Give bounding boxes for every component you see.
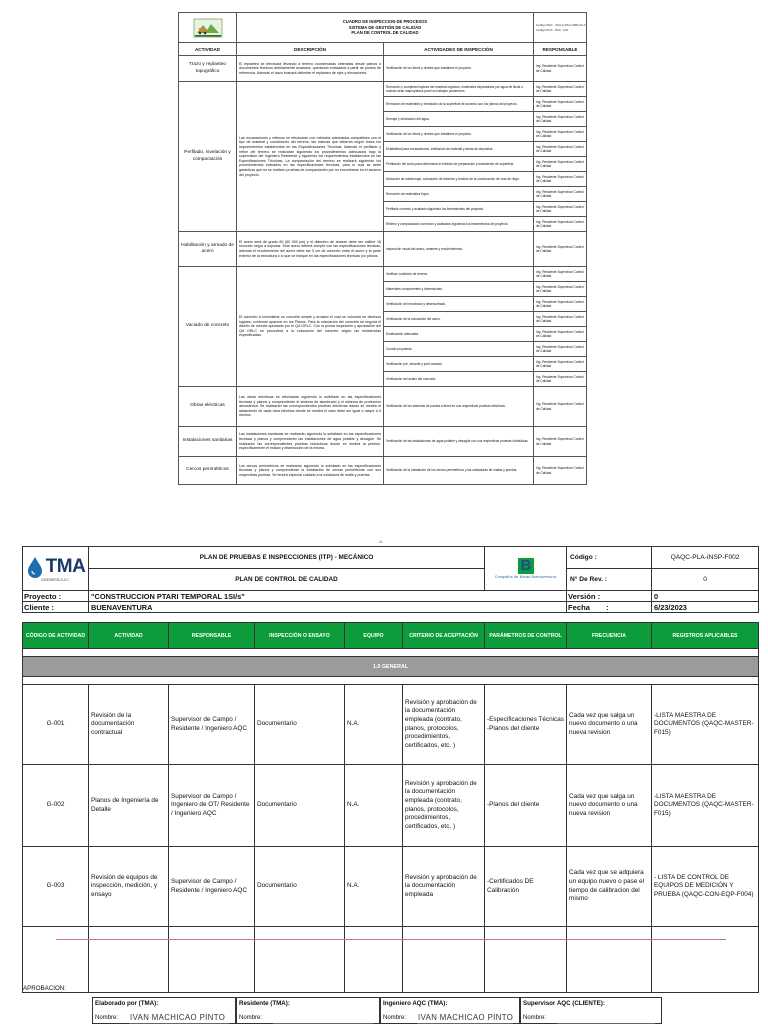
doc1-logo-cell — [179, 13, 237, 43]
doc1-title — [237, 13, 534, 43]
version-value: 0 — [652, 591, 759, 602]
doc1-title-line-2: SISTEMA DE GESTIÓN DE CALIDAD — [348, 24, 422, 30]
col-frequency: FRECUENCIA — [567, 623, 652, 649]
itp-cell-inspection: Documentario — [255, 685, 345, 765]
itp-cell-criteria: Revisión y aprobación de la documentación empleada (contrato, planos, protocolos, procedimientos, certificados, etc. ) — [403, 685, 485, 765]
signature-box — [380, 997, 520, 1024]
doc1-responsible: Ing. Residente Supervisor Control de Calidad — [534, 372, 587, 387]
doc1-inspection-item: Curado propuesto. — [384, 342, 534, 357]
doc1-inspection-item: Verificación de la colocación del acero. — [384, 312, 534, 327]
doc1-codes — [534, 13, 587, 43]
doc1-title-line-3: PLAN DE CONTROL DE CALIDAD — [351, 30, 419, 36]
spacer-cell-3 — [23, 677, 759, 685]
codigo-value: QAQC-PLA-INSP-F002 — [652, 547, 759, 569]
itp-cell-records: -LISTA MAESTRA DE DOCUMENTOS (QAQC-MASTER-F015) — [652, 765, 759, 847]
inspection-table-page — [178, 12, 586, 544]
process-inspection-table — [178, 12, 587, 485]
doc1-inspection-item: Verificación de los ítems y niveles que establece el proyecto. — [384, 56, 534, 82]
fecha-label-cell — [567, 602, 652, 613]
doc1-inspection-item: Verificación del encofrado y desencofrado. — [384, 297, 534, 312]
col-criteria: CRITERIO DE ACEPTACIÓN — [403, 623, 485, 649]
doc1-inspection-item: Perfilado correcto y acabado siguiendo los lineamientos del proyecto. — [384, 202, 534, 217]
doc1-description: Las instalaciones sanitarias se realizarán siguiendo lo solicitado en las especificaciones técnicas y planos y comprenderán las instalaciones de agua potable y desagüe. Se realizarán las correspondientes pruebas hidráulicas donde se medirá la presión, específicamente el estado y disminución de la misma. — [237, 427, 384, 457]
doc1-activity: Perfilado, nivelación y compactación — [179, 82, 237, 232]
doc1-activity: Instalaciones sanitarias — [179, 427, 237, 457]
itp-cell-activity: Planos de Ingeniería de Detalle — [89, 765, 169, 847]
doc1-inspection-item: Verificación pre, durante y post vaciado. — [384, 357, 534, 372]
doc1-inspection-item: Materiales componentes y dimensiones. — [384, 282, 534, 297]
doc1-row — [179, 387, 587, 427]
buenaventura-logo-letter: B — [520, 557, 532, 574]
project-row — [23, 591, 759, 602]
doc1-description: El concreto a suministrar es concreto simple y armado el cual se colocará en diversos lugares, conforme aparece en los Planos. Para la colocación del concreto se seguirá el diseño de mezcla aprobado por el QA GRLC. Con la previa inspección y aprobación del QA GRLC se procederá a la colocación del concreto según las resistencias especificadas. — [237, 267, 384, 387]
project-label: Proyecto : — [23, 591, 89, 602]
tma-logo-text: TMA — [45, 555, 86, 577]
fecha-label: Fecha — [568, 602, 590, 612]
signature-box — [92, 997, 236, 1024]
version-label: Versión : — [567, 591, 652, 602]
itp-title-row-2 — [23, 569, 759, 591]
signature-role-label: Ingeniero AQC (TMA): — [383, 1000, 448, 1007]
itp-cell-parameters: -Especificaciones Técnicas -Planos del cliente — [485, 685, 567, 765]
doc1-row — [179, 457, 587, 485]
doc1-description: Las excavaciones y rellenos se efectuarán con métodos adecuados compatibles con el tipo de material y condiciones del terreno, las mismas que deberán seguir todos los requerimientos establecidos en las Especificaciones Técnicas. Además el perfilado y refine del terreno se realizarán siguiendo los procedimientos adecuados bajo la supervisión del Ingeniero Residente y siguiendo los requerimientos establecidos en las Especificaciones Técnicas. La compactación del terreno se realizará siguiendo los procedimientos indicados en las especificaciones técnicas, para lo cual se debe garantizar que no se realicen pruebas de compactación por no encontrarse en el alcance del proyecto. — [237, 82, 384, 232]
doc1-inspection-item: Verificación de la instalación de los cercos perimétricos y las soldaduras de mallas y puertas. — [384, 457, 534, 485]
doc1-responsible: Ing. Residente Supervisor Control de Calidad — [534, 82, 587, 97]
spacer-row-2 — [23, 649, 759, 657]
doc1-title-line-1: CUADRO DE INSPECCION DE PROCESOS — [342, 19, 428, 25]
itp-title: PLAN DE PRUEBAS E INSPECCIONES (ITP) - MECÁNICO — [89, 547, 485, 569]
itp-cell-activity-code: G-001 — [23, 685, 89, 765]
doc1-responsible: Ing. Residente Supervisor Control de Calidad — [534, 157, 587, 172]
doc1-activity: Trazo y replanteo topográfico — [179, 56, 237, 82]
doc1-activity: Cercos perimétricos — [179, 457, 237, 485]
itp-cell-responsible: Supervisor de Campo / Residente / Ingeniero AQC — [169, 685, 255, 765]
doc1-activity: Habilitación y armado de acero — [179, 232, 237, 267]
doc1-inspection-item: Ubicación de subdrenaje, colocación de tuberías y tendido de la construcción de vías de riego. — [384, 172, 534, 187]
doc1-responsible: Ing. Residente Supervisor Control de Calidad — [534, 297, 587, 312]
doc1-activity: Obras eléctricas — [179, 387, 237, 427]
signature-name-label: Nombre: — [383, 1015, 407, 1021]
itp-cell-parameters: -Planos del cliente — [485, 765, 567, 847]
doc1-responsible: Ing. Residente Supervisor Control de Calidad — [534, 142, 587, 157]
itp-cell-equipment: N.A. — [345, 847, 403, 927]
itp-cell-frequency: Cada vez que salga un nuevo documento o una nueva revision — [567, 765, 652, 847]
doc1-header-row — [179, 13, 587, 43]
doc1-description: Las obras eléctricas se efectuarán siguiendo lo solicitado en las especificaciones técnicas y planos y comprenderán el sistema de alumbrado y el sistema de protección atmosférica. Se realizarán las correspondientes pruebas eléctricas dando se medirá el aislamiento de cada obra eléctrica donde se medirá el valor debe ser igual o mayor a 5 ohmios. — [237, 387, 384, 427]
itp-cell-criteria: Revisión y aprobación de la documentación empleada — [403, 847, 485, 927]
doc1-responsible: Ing. Residente Supervisor Control de Calidad — [534, 457, 587, 485]
client-label: Cliente : — [23, 602, 89, 613]
itp-table-row — [23, 685, 759, 765]
itp-table-row — [23, 765, 759, 847]
doc1-responsible: Ing. Residente Supervisor Control de Calidad — [534, 97, 587, 112]
itp-cell-activity-code: G-002 — [23, 765, 89, 847]
doc1-row — [179, 82, 587, 97]
signature-name-label: Nombre: — [239, 1015, 263, 1021]
itp-subtitle: PLAN DE CONTROL DE CALIDAD — [89, 569, 485, 591]
buenaventura-logo-text: Compañía de Minas Buenaventura — [494, 575, 557, 579]
doc1-row — [179, 232, 587, 267]
revision-value: 0 — [652, 569, 759, 591]
revision-label: N° De Rev. : — [567, 569, 652, 591]
doc1-responsible: Ing. Residente Supervisor Control de Calidad — [534, 217, 587, 232]
doc1-description: El replanteo se efectuará llevando a terreno coordenadas obtenidas desde planos o documentos técnicos debidamente avalados, quedando enlazados a partir de puntos de referencia. Además el trazo buscará delimitar el replanteo de ejes y elevaciones. — [237, 56, 384, 82]
itp-cell-frequency: Cada vez que se adquiera un equipo nuevo o pase el tiempo de calibracion del mismo — [567, 847, 652, 927]
doc1-description: El acero será de grado 60 (60 000 psi) y el diámetro de amarre debe ser calibre 16 recocido negro a soportar. Este acero deberá cumplir con las especificaciones técnicas, además el recubrimiento del acero debe ser 5 cm de concreto entre el acero y la parte exterior de la estructura o lo que se indique en las especificaciones técnicas y/o planos. — [237, 232, 384, 267]
itp-cell-records: -LISTA MAESTRA DE DOCUMENTOS (QAQC-MASTER-F015) — [652, 685, 759, 765]
doc1-row — [179, 427, 587, 457]
col-equipment: EQUIPO — [345, 623, 403, 649]
itp-column-header-row — [23, 623, 759, 649]
doc1-col-activity: ACTIVIDAD — [179, 43, 237, 56]
col-records: REGISTROS APLICABLES — [652, 623, 759, 649]
doc1-responsible: Ing. Residente Supervisor Control de Calidad — [534, 327, 587, 342]
itp-form — [22, 546, 758, 1024]
doc1-description: Los cercos perimétricos se realizarán siguiendo lo solicitado en las especificaciones técnicas y planos y comprenderán la instalación de cercas perimétricas con sus respectivas puertas. Se tendrá especial cuidado a la soldadura de malla y puertas. — [237, 457, 384, 485]
itp-title-row-1 — [23, 547, 759, 569]
tma-drop-icon — [26, 556, 44, 578]
fecha-colon: : — [606, 602, 609, 612]
doc1-col-inspections: ACTIVIDADES DE INSPECCIÓN — [384, 43, 534, 56]
doc1-inspection-item: Relleno y compactación correctos y acabados siguiendo los lineamientos del proyecto. — [384, 217, 534, 232]
spacer-row-3 — [23, 677, 759, 685]
spacer-row — [23, 613, 759, 623]
signature-name-label: Nombre: — [95, 1015, 119, 1021]
signature-role-label: Supervisor AQC (CLIENTE): — [523, 1000, 605, 1007]
itp-cell-activity: Revisión de la documentación contractual — [89, 685, 169, 765]
client-logo-cell — [485, 547, 567, 591]
doc1-inspection-item: Remoción de materiales y nivelación de la superficie de acuerdo con los planos del proyecto. — [384, 97, 534, 112]
doc1-responsible: Ing. Residente Supervisor Control de Calidad — [534, 187, 587, 202]
client-row — [23, 602, 759, 613]
doc1-code-2: Código PCA - PAA - 001 — [536, 27, 569, 32]
doc1-responsible: Ing. Residente Supervisor Control de Calidad — [534, 112, 587, 127]
doc1-inspection-item: Verificación del acabo del concreto. — [384, 372, 534, 387]
doc1-responsible: Ing. Residente Supervisor Control de Calidad — [534, 312, 587, 327]
itp-cell-responsible: Supervisor de Campo / Ingeniero de OT/ Residente / Ingeniero AQC — [169, 765, 255, 847]
doc1-inspection-item: Perfilación del suelo para determinar el método de preparación y tratamiento de superficie. — [384, 157, 534, 172]
approval-section — [22, 983, 758, 1024]
signature-name-label: Nombre: — [523, 1015, 547, 1021]
itp-header-table — [22, 546, 759, 993]
itp-cell-parameters: -Certificados DE Calibración — [485, 847, 567, 927]
buenaventura-logo-icon — [518, 558, 534, 574]
doc1-inspection-item: Inspección visual del acero, amarres y recubrimientos. — [384, 232, 534, 267]
doc1-page-number: -3- — [378, 539, 383, 544]
doc1-inspection-item: Verificación de los sistemas de puesta a tierra en sus respectivas pruebas eléctricas. — [384, 387, 534, 427]
strike-line — [56, 939, 726, 940]
itp-cell-inspection: Documentario — [255, 847, 345, 927]
project-value: "CONSTRUCCION PTARI TEMPORAL 1SI/s" — [89, 591, 567, 602]
col-inspection: INSPECCIÓN O ENSAYO — [255, 623, 345, 649]
itp-cell-responsible: Supervisor de Campo / Residente / Ingeniero AQC — [169, 847, 255, 927]
itp-cell-activity: Revisión de equipos de inspección, medición, y ensayo — [89, 847, 169, 927]
doc1-responsible: Ing. Residente Supervisor Control de Calidad — [534, 202, 587, 217]
doc1-row — [179, 56, 587, 82]
tma-logo — [23, 556, 88, 582]
itp-cell-equipment: N.A. — [345, 685, 403, 765]
doc1-row — [179, 267, 587, 282]
signature-role-label: Residente (TMA): — [239, 1000, 290, 1007]
doc1-responsible: Ing. Residente Supervisor Control de Calidad — [534, 232, 587, 267]
codigo-label: Código : — [567, 547, 652, 569]
approval-label: APROBACION: — [23, 985, 66, 992]
itp-cell-activity-code: G-003 — [23, 847, 89, 927]
doc1-responsible: Ing. Residente Supervisor Control de Calidad — [534, 127, 587, 142]
fecha-value: 6/23/2023 — [652, 602, 759, 613]
doc1-column-header-row — [179, 43, 587, 56]
spacer-cell-2 — [23, 649, 759, 657]
doc1-inspection-item: Verificar condición de terreno. — [384, 267, 534, 282]
col-parameters: PARÁMETROS DE CONTROL — [485, 623, 567, 649]
col-responsible: RESPONSABLE — [169, 623, 255, 649]
signature-box — [520, 997, 662, 1024]
doc1-responsible: Ing. Residente Supervisor Control de Calidad — [534, 427, 587, 457]
doc1-code-1: Código PDC - SIVLA-PAA-OBR-00-A — [536, 22, 586, 27]
col-activity: ACTIVIDAD — [89, 623, 169, 649]
doc1-inspection-item: Dosificación adecuada. — [384, 327, 534, 342]
itp-cell-inspection: Documentario — [255, 765, 345, 847]
itp-table-row — [23, 847, 759, 927]
doc1-responsible: Ing. Residente Supervisor Control de Calidad — [534, 342, 587, 357]
section-row — [23, 657, 759, 677]
doc1-col-description: DESCRIPCIÓN — [237, 43, 384, 56]
doc1-inspection-item: Verificación de los ítems y niveles que establece el proyecto. — [384, 127, 534, 142]
tma-logo-subtitle: INGENIERÍA S.A.C. — [41, 577, 70, 582]
signature-name-field[interactable]: IVAN MACHICAO PINTO — [130, 1013, 226, 1022]
col-activity-code: CÓDIGO DE ACTIVIDAD — [23, 623, 89, 649]
itp-cell-frequency: Cada vez que salga un nuevo documento o una nueva revision — [567, 685, 652, 765]
section-title: 1.0 GENERAL — [23, 657, 759, 677]
spacer-cell — [23, 613, 759, 623]
doc1-inspection-item: Estabilidad para excavaciones, entibación de material y áreas de depósitos. — [384, 142, 534, 157]
doc1-responsible: Ing. Residente Supervisor Control de Calidad — [534, 56, 587, 82]
doc1-activity: Vaciado de concreto — [179, 267, 237, 387]
itp-cell-records: - LISTA DE CONTROL DE EQUIPOS DE MEDICIÓN Y PRUEBA (QAQC-CON-EQP-F004) — [652, 847, 759, 927]
signature-role-label: Elaborado por (TMA): — [95, 1000, 159, 1007]
tma-logo-cell — [23, 547, 89, 591]
doc1-responsible: Ing. Residente Supervisor Control de Calidad — [534, 357, 587, 372]
doc1-responsible: Ing. Residente Supervisor Control de Calidad — [534, 172, 587, 187]
itp-cell-criteria: Revisión y aprobación de la documentación empleada (contrato, planos, protocolos, procedimientos, certificados, etc. ) — [403, 765, 485, 847]
doc1-responsible: Ing. Residente Supervisor Control de Calidad — [534, 387, 587, 427]
signature-name-field[interactable]: IVAN MACHICAO PINTO — [418, 1013, 514, 1022]
itp-cell-equipment: N.A. — [345, 765, 403, 847]
doc1-col-responsible: RESPONSABLE — [534, 43, 587, 56]
doc1-responsible: Ing. Residente Supervisor Control de Calidad — [534, 267, 587, 282]
doc1-inspection-item: Remoción de materiales flojos. — [384, 187, 534, 202]
client-value: BUENAVENTURA — [89, 602, 567, 613]
doc1-responsible: Ing. Residente Supervisor Control de Calidad — [534, 282, 587, 297]
construction-logo-icon — [179, 13, 236, 42]
signature-box — [236, 997, 380, 1024]
doc1-inspection-item: Drenaje y desviación del agua. — [384, 112, 534, 127]
doc1-inspection-item: Remoción y completa limpieza del material orgánico, materiales depositados por agua de lluvia o cuando sean inapropiados para los trabajos posteriores. — [384, 82, 534, 97]
doc1-inspection-item: Verificación de las instalaciones de agua potable y desagüe con sus respectivas pruebas hidráulicas. — [384, 427, 534, 457]
